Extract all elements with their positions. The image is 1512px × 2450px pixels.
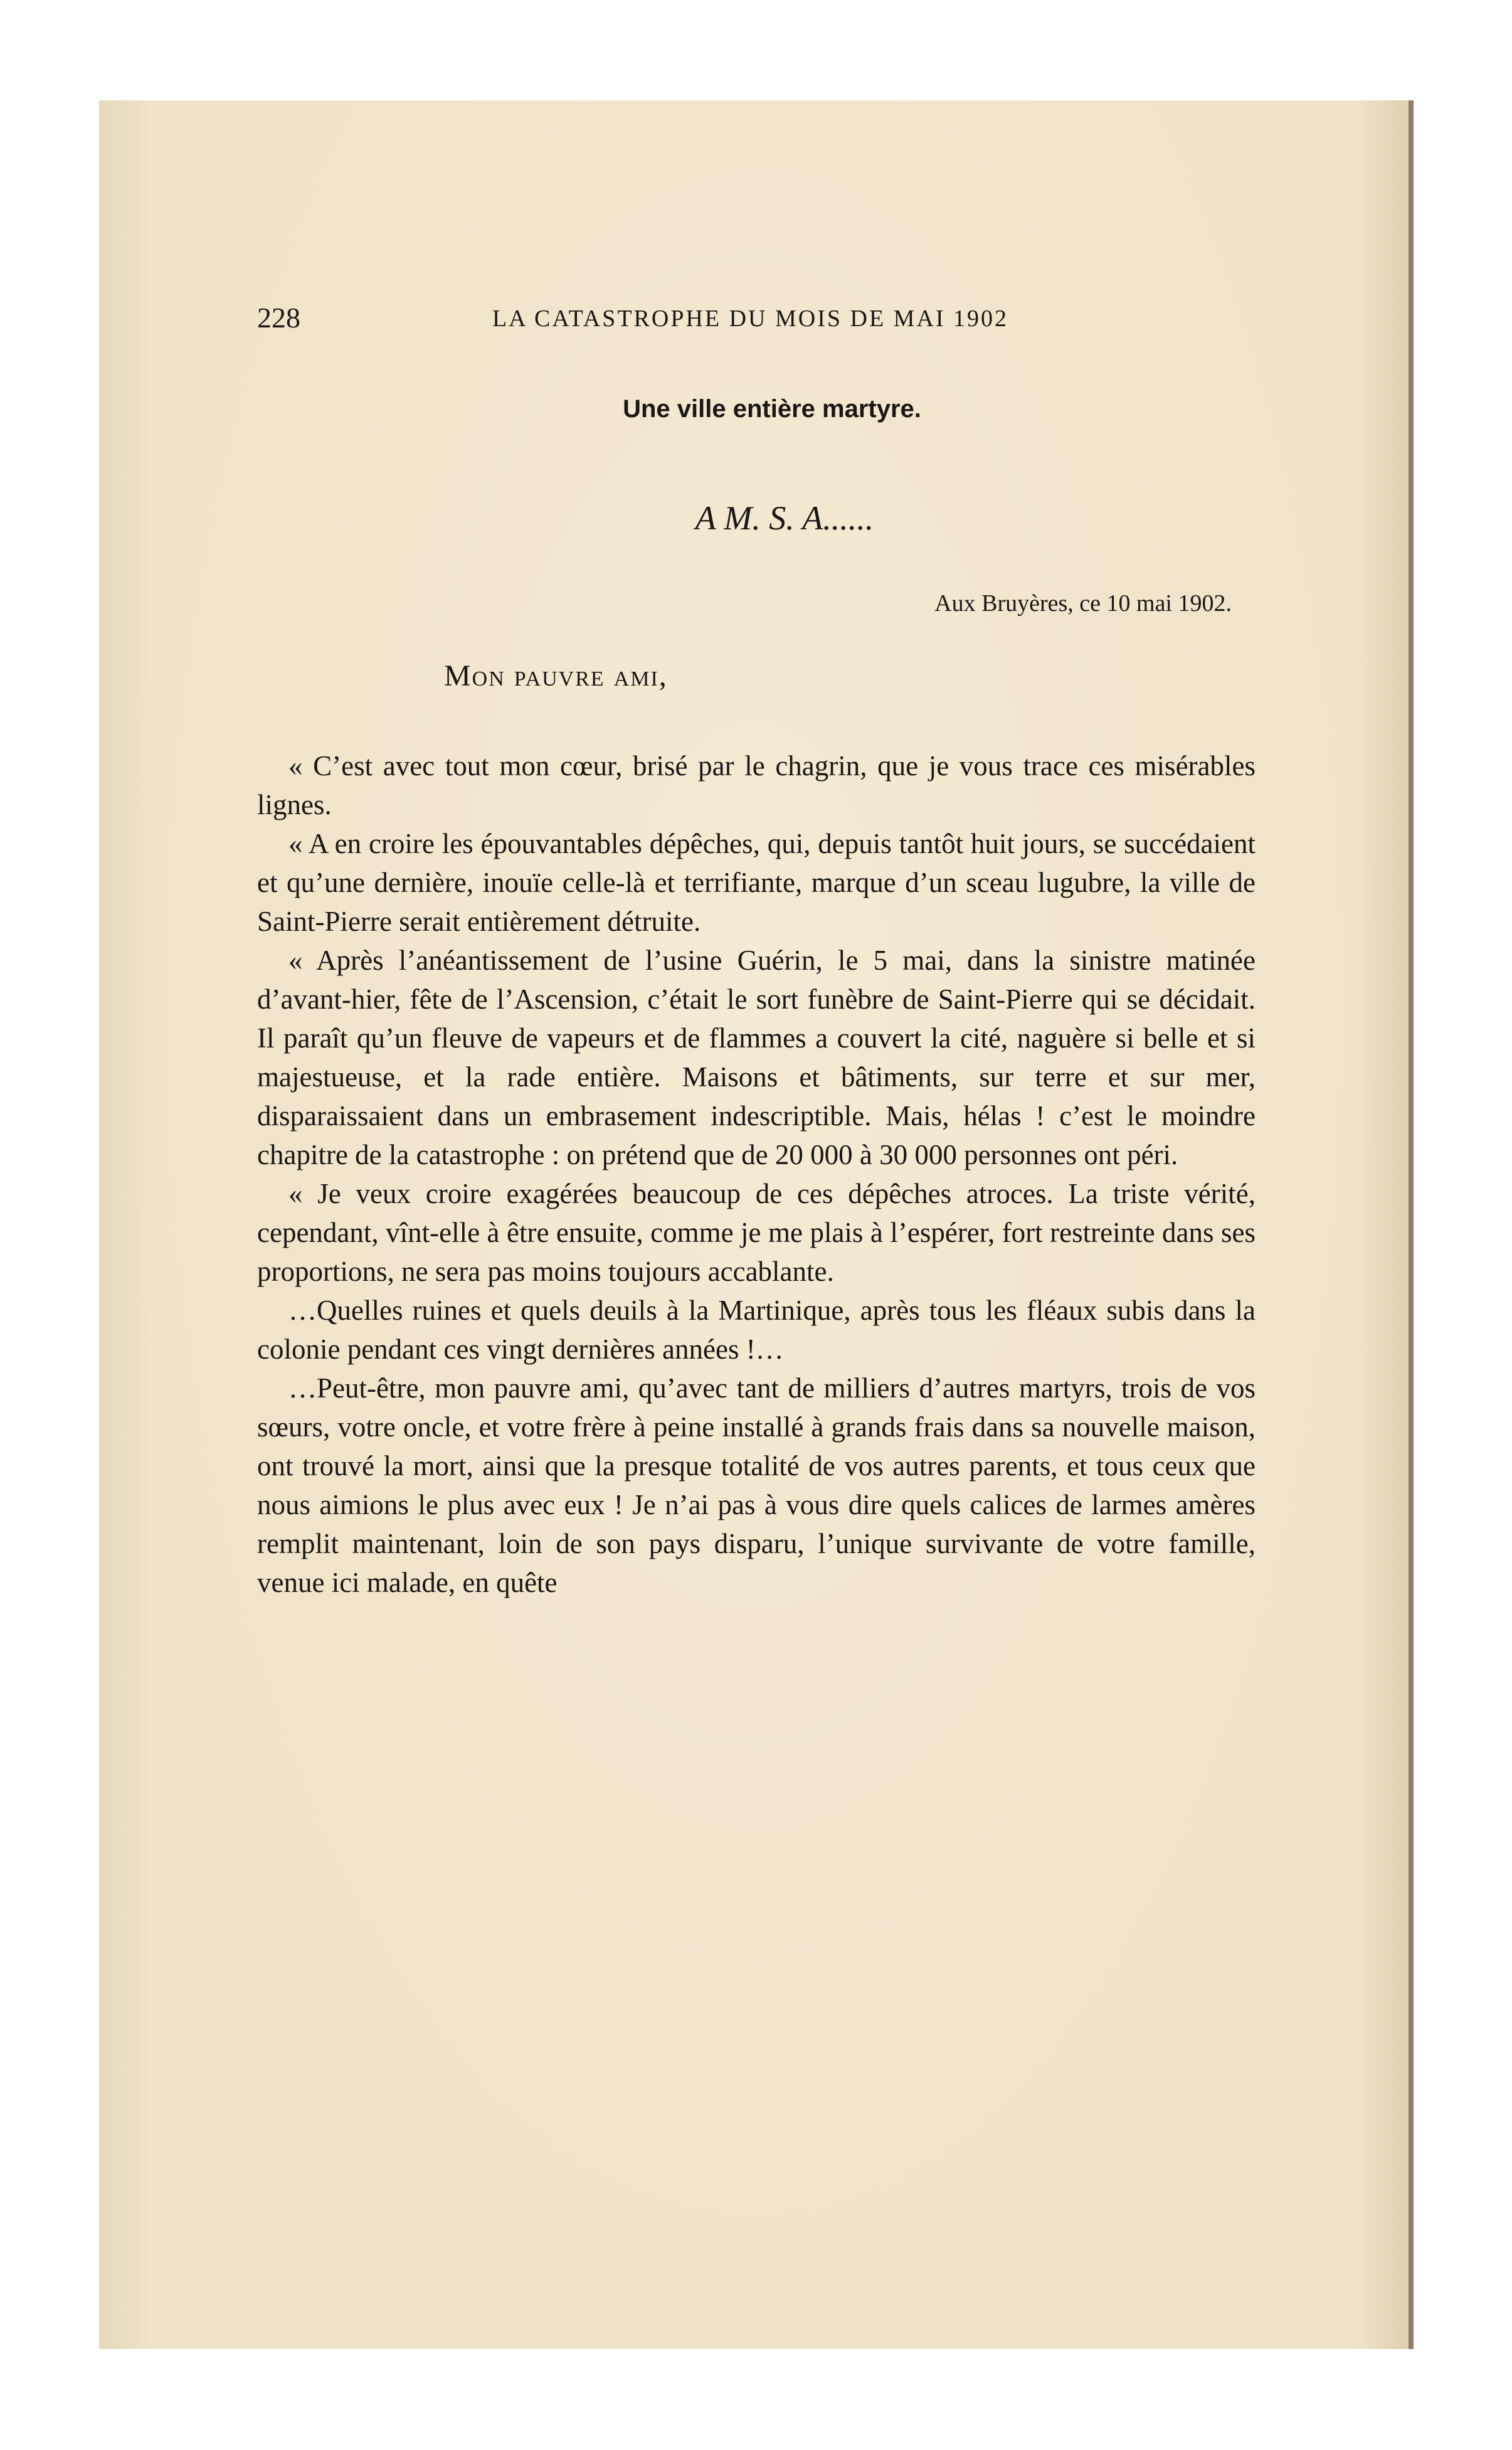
letter-body (257, 746, 1256, 1602)
paragraph-3: « Après l’anéantissement de l’usine Guérin, le 5 mai, dans la sinistre matinée d’avant-hier, fête de l’Ascension, c’était le sort funèbre de Saint-Pierre qui se décidait. Il paraît qu’un fleuve de vapeurs et de flammes a couvert la cité, naguère si belle et si majestueuse, et la rade entière. Maisons et bâtiments, sur terre et sur mer, disparaissaient dans un embrasement indescriptible. Mais, hélas ! c’est le moindre chapitre de la catastrophe : on prétend que de 20 000 à 30 000 personnes ont péri. (257, 945, 1256, 1170)
running-title: LA CATASTROPHE DU MOIS DE MAI 1902 (492, 305, 1009, 332)
page-number: 228 (257, 302, 300, 334)
letter-place-date: Aux Bruyères, ce 10 mai 1902. (934, 590, 1232, 617)
paragraph-6: …Peut-être, mon pauvre ami, qu’avec tant de milliers d’autres martyrs, trois de vos sœurs, votre oncle, et votre frère à peine installé à grands frais dans sa nouvelle maison, ont trouvé la mort, ainsi que la presque totalité de vos autres parents, et tous ceux que nous aimions le plus avec eux ! Je n’ai pas à vous dire quels calices de larmes amères remplit maintenant, loin de son pays disparu, l’unique survivante de votre famille, venue ici malade, en quête (257, 1372, 1256, 1598)
page-header (257, 301, 1193, 345)
book-page (99, 100, 1414, 2349)
paragraph-2: « A en croire les épouvantables dépêches, qui, depuis tantôt huit jours, se succédaient et qu’une dernière, inouïe celle-là et terrifiante, marque d’un sceau lugubre, la ville de Saint-Pierre serait entièrement détruite. (257, 828, 1256, 937)
paragraph-4: « Je veux croire exagérées beaucoup de ces dépêches atroces. La triste vérité, cependant, vînt-elle à être ensuite, comme je me plais à l’espérer, fort restreinte dans ses proportions, ne sera pas moins toujours accablante. (257, 1178, 1256, 1287)
paragraph-5: …Quelles ruines et quels deuils à la Martinique, après tous les fléaux subis dans la colonie pendant ces vingt dernières années !… (257, 1295, 1256, 1365)
letter-recipient: A M. S. A...... (695, 499, 874, 537)
paragraph-1: « C’est avec tout mon cœur, brisé par le chagrin, que je vous trace ces misérables lignes. (257, 750, 1256, 820)
letter-salutation: Mon pauvre ami, (444, 659, 668, 692)
article-title: Une ville entière martyre. (623, 395, 921, 423)
